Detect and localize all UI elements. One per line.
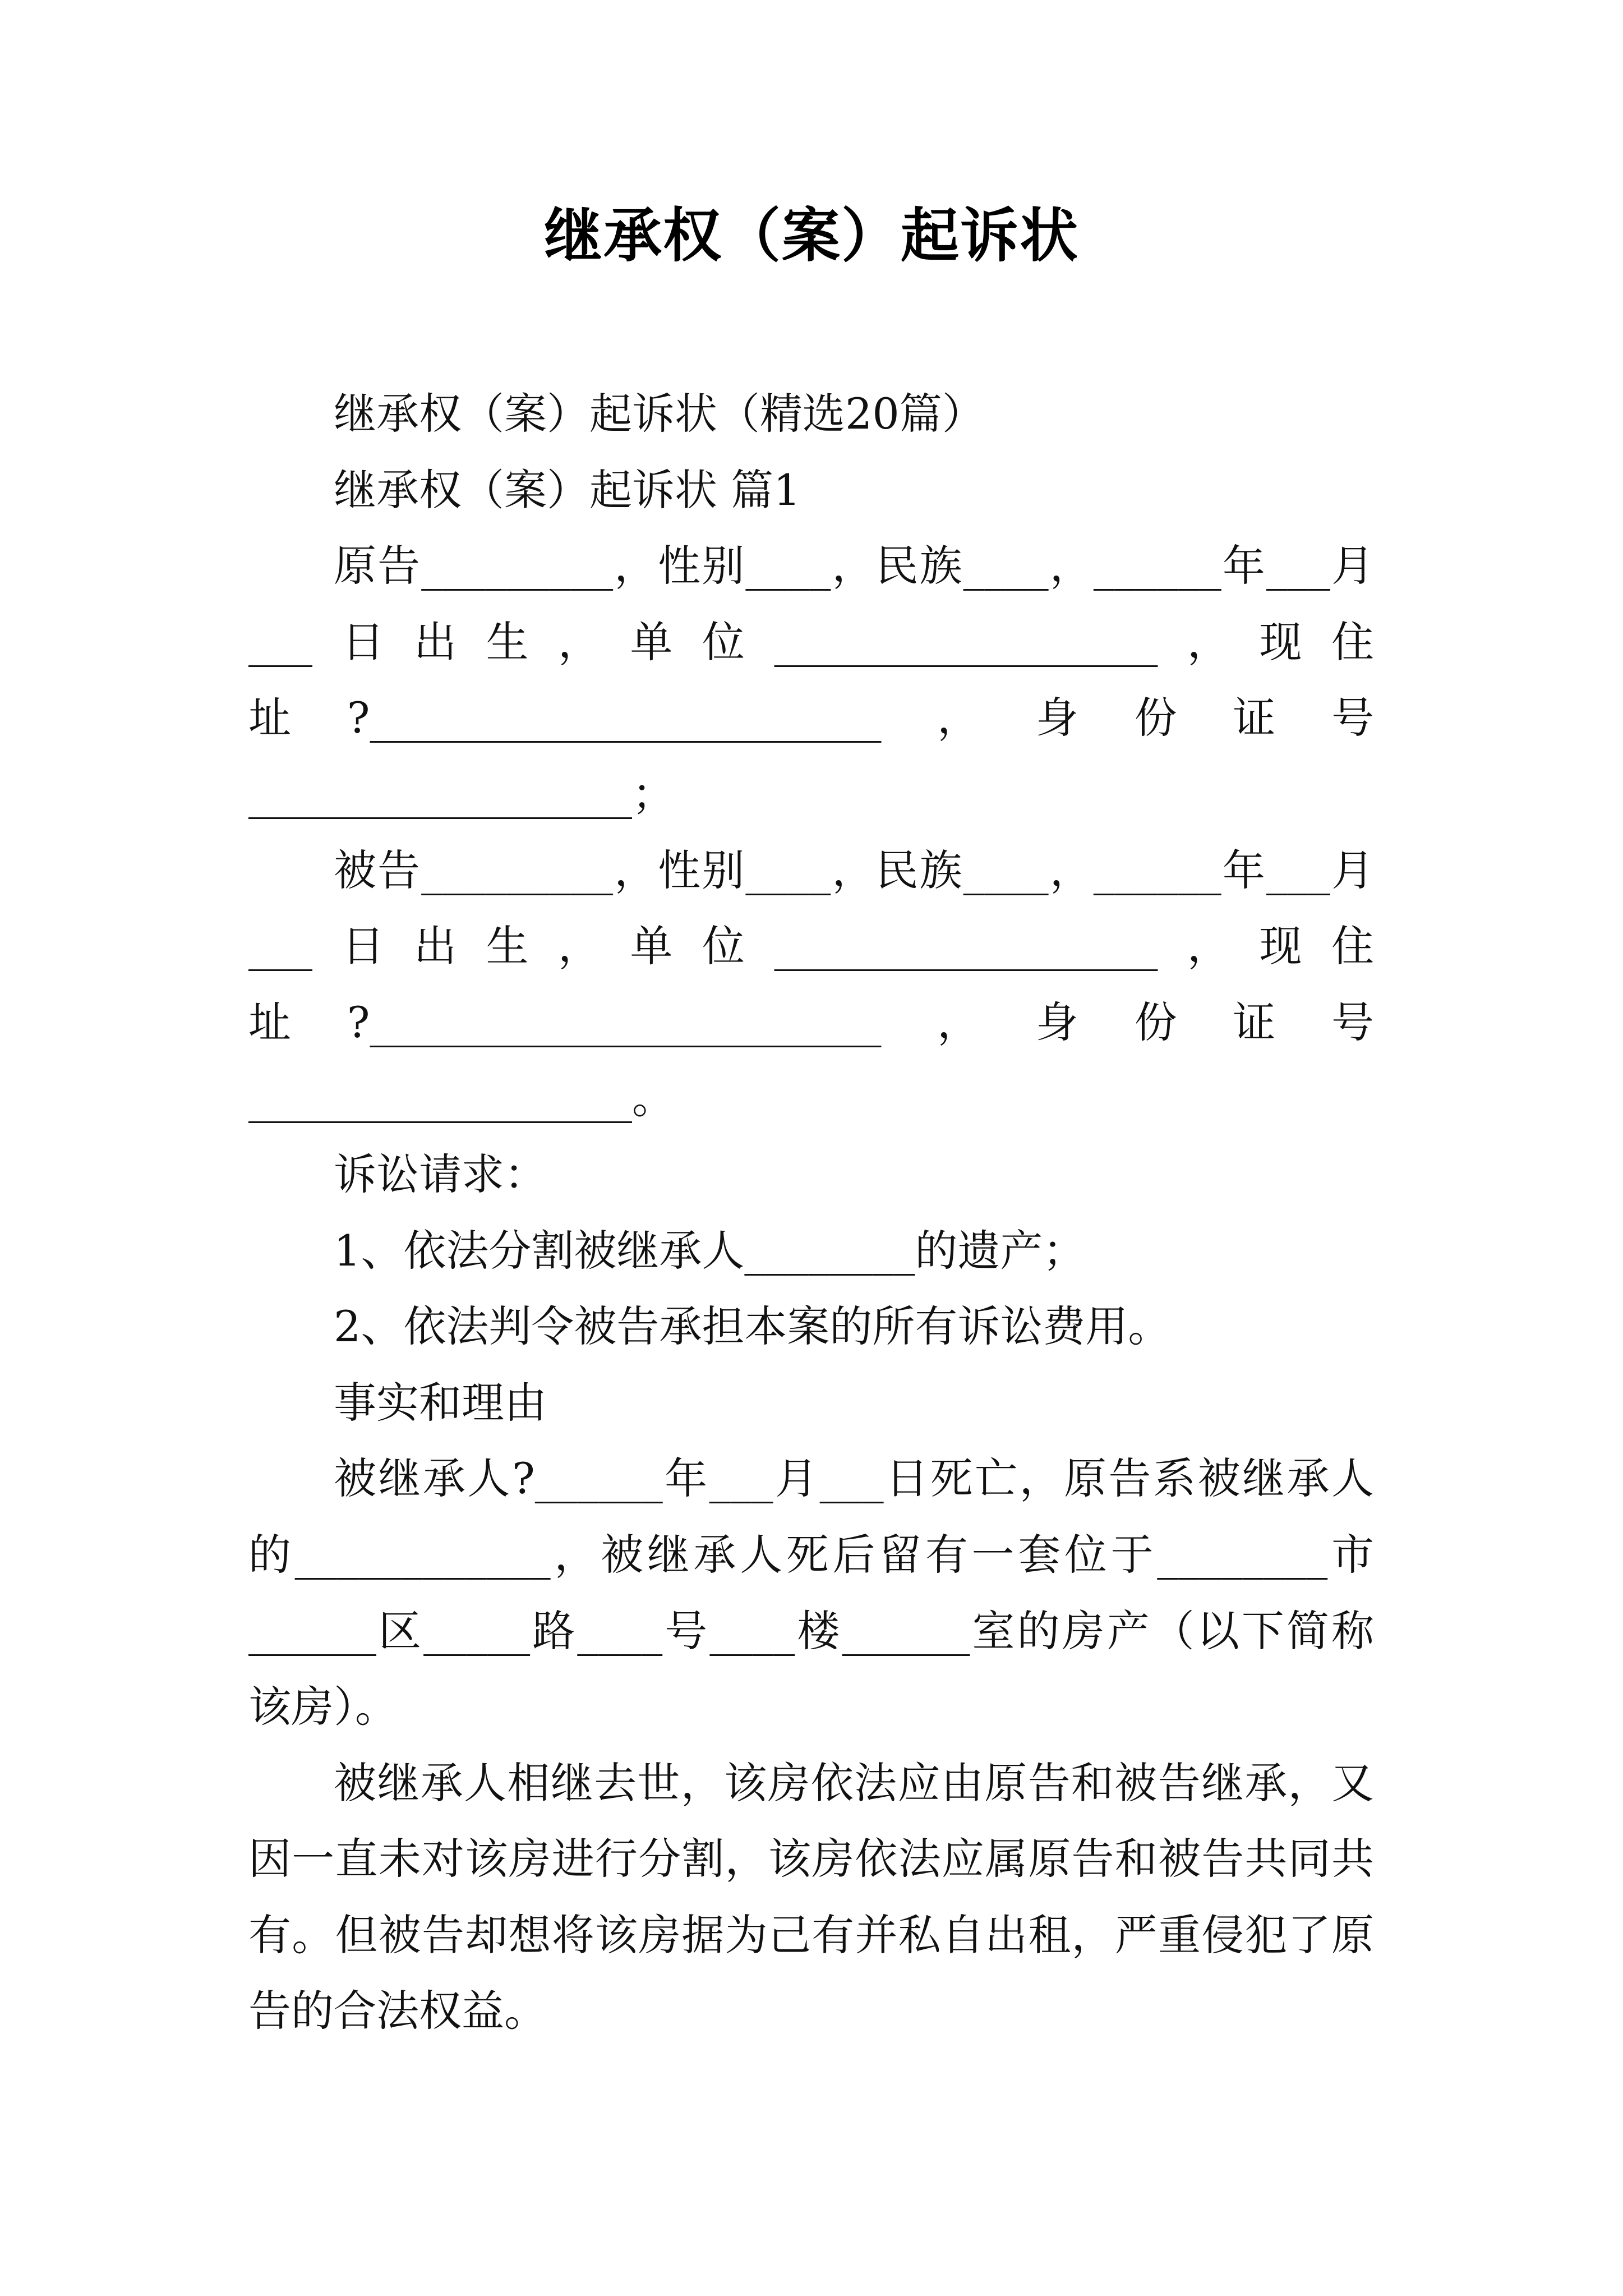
facts-paragraph-line: 告的合法权益。 xyxy=(248,1986,547,2036)
facts-paragraph-line: ______区_____路____号____楼______室的房产（以下简称 xyxy=(248,1605,1374,1656)
facts-heading: 事实和理由 xyxy=(334,1377,547,1428)
defendant-info-line: ___日出生，单位__________________，现住 xyxy=(248,921,1374,972)
plaintiff-info-line: ___日出生，单位__________________，现住 xyxy=(248,616,1374,667)
facts-paragraph-line: 的____________，被继承人死后留有一套位于________市 xyxy=(248,1529,1374,1580)
document-title: 继承权（案）起诉状 xyxy=(543,201,1079,270)
facts-paragraph-line: 因一直未对该房进行分割，该房依法应属原告和被告共同共 xyxy=(248,1834,1374,1884)
claim-item: 1、依法分割被继承人________的遗产； xyxy=(334,1225,1086,1276)
plaintiff-info-line: __________________； xyxy=(248,769,675,819)
section-heading-line: 继承权（案）起诉状 篇1 xyxy=(334,464,801,515)
facts-paragraph-line: 被继承人相继去世，该房依法应由原告和被告继承，又 xyxy=(334,1757,1374,1808)
facts-paragraph-line: 有。但被告却想将该房据为己有并私自出租，严重侵犯了原 xyxy=(248,1910,1374,1960)
document-body xyxy=(248,376,1374,2049)
facts-paragraph-line: 被继承人?______年___月___日死亡，原告系被继承人 xyxy=(334,1453,1374,1504)
defendant-info-line: 被告_________，性别____，民族____，______年___月 xyxy=(334,845,1374,895)
claim-item: 2、依法判令被告承担本案的所有诉讼费用。 xyxy=(334,1301,1171,1352)
plaintiff-info-line: 原告_________，性别____，民族____，______年___月 xyxy=(334,541,1374,591)
claims-heading: 诉讼请求： xyxy=(334,1149,547,1199)
collection-heading-line: 继承权（案）起诉状（精选20篇） xyxy=(334,389,985,439)
facts-paragraph-line: 该房）。 xyxy=(248,1682,398,1732)
defendant-info-line: 址?________________________，身份证号 xyxy=(248,997,1374,1047)
defendant-info-line: __________________。 xyxy=(248,1073,675,1124)
plaintiff-info-line: 址?________________________，身份证号 xyxy=(248,693,1374,743)
